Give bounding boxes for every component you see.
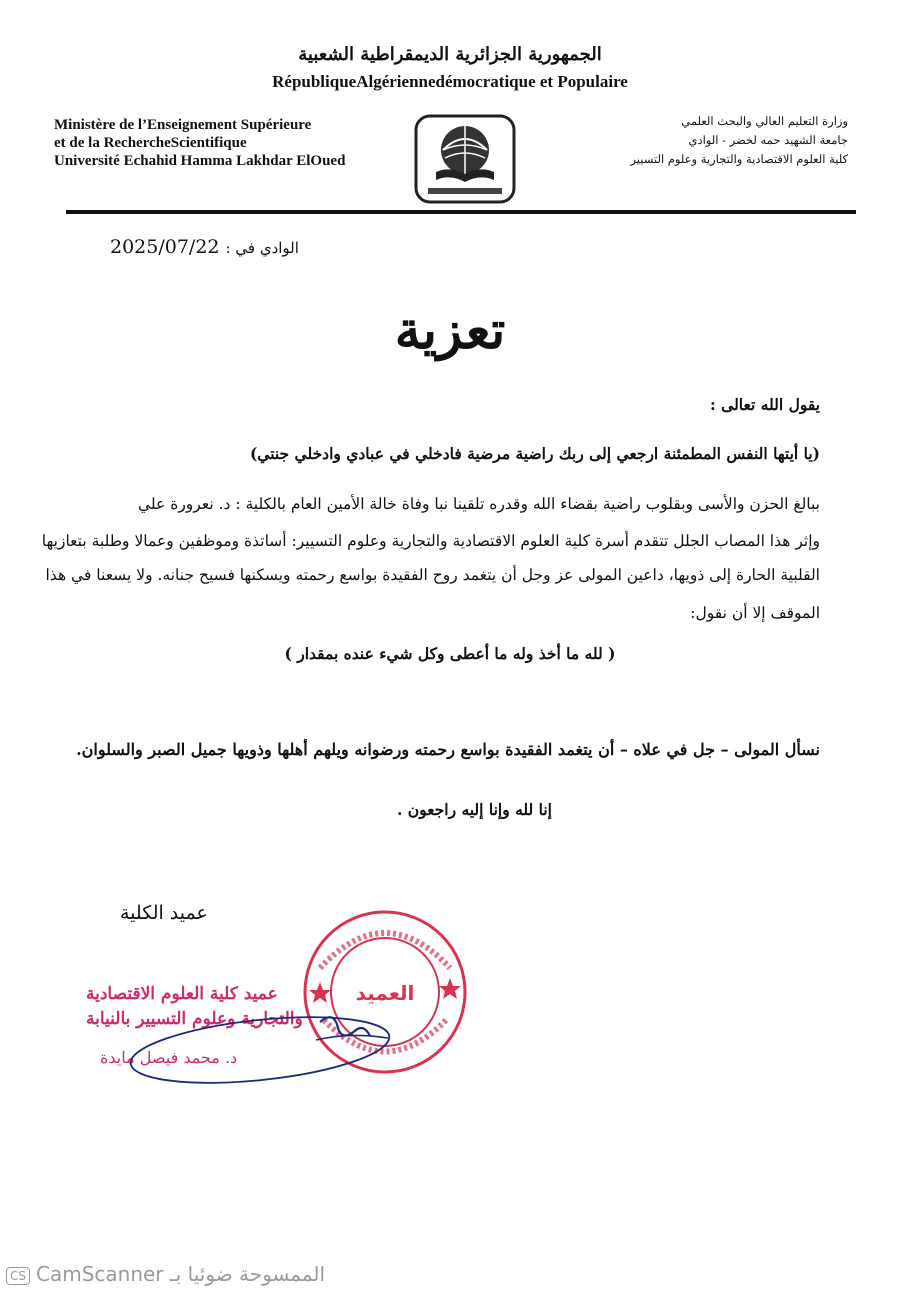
body-paragraph-line: ببالغ الحزن والأسى وبقلوب راضية بقضاء الله وقدره تلقينا نبا وفاة خالة الأمين العام بالكلية : د. نعرورة علي — [137, 495, 820, 513]
condolence-quote: ( لله ما أخذ وله ما أعطى وكل شيء عنده بمقدار ) — [284, 644, 616, 663]
signatory-title: عميد الكلية — [120, 902, 208, 924]
body-paragraph-line: الموقف إلا أن نقول: — [690, 604, 820, 622]
date-line — [110, 236, 299, 258]
stamp-line: والتجارية وعلوم التسيير بالنيابة — [86, 1009, 303, 1029]
dean-name: د. محمد فيصل مايدة — [100, 1048, 238, 1067]
handwritten-signature — [120, 1000, 400, 1090]
body-paragraph-line: وإثر هذا المصاب الجلل تتقدم أسرة كلية العلوم الاقتصادية والتجارية وعلوم التسيير: أساتذة وموظفين وعمالا وطلبة بتعازيها — [41, 532, 820, 550]
university-line: Université Echahid Hamma Lakhdar ElOued — [54, 153, 346, 169]
scanner-watermark — [6, 1262, 325, 1286]
ministry-line: et de la RechercheScientifique — [54, 135, 247, 151]
ministry-line: Ministère de l’Enseignement Supérieure — [54, 117, 312, 133]
faculty-line-ar: كلية العلوم الاقتصادية والتجارية وعلوم التسيير — [630, 152, 848, 166]
university-logo — [414, 114, 516, 204]
university-line-ar: جامعة الشهيد حمه لخضر - الوادي — [688, 133, 848, 147]
date-value: 2025/07/22 — [110, 236, 220, 258]
date-label: الوادي في : — [225, 239, 299, 257]
ministry-block-french — [54, 116, 414, 170]
republic-title-arabic: الجمهورية الجزائرية الديمقراطية الشعبية — [298, 44, 602, 65]
ministry-block-arabic — [548, 112, 848, 169]
quran-verse: (يا أيتها النفس المطمئنة ارجعي إلى ربك راضية مرضية فادخلي في عبادي وادخلي جنتي) — [249, 444, 820, 463]
header-divider — [66, 210, 856, 214]
verse-intro: يقول الله تعالى : — [710, 395, 820, 414]
ministry-line-ar: وزارة التعليم العالي والبحث العلمي — [681, 114, 848, 128]
body-paragraph-line: القلبية الحارة إلى ذويها، داعين المولى عز وجل أن يتغمد روح الفقيدة بواسع رحمته ويسكنها فسيح جنانه. ولا يسعنا في هذا — [45, 566, 820, 584]
scanner-logo-icon: CS — [6, 1267, 30, 1285]
document-title: تعزية — [394, 300, 506, 361]
seal-center-text: العميد — [355, 981, 415, 1005]
closing-line: إنا لله وإنا إليه راجعون . — [397, 800, 552, 819]
stamp-line: عميد كلية العلوم الاقتصادية — [86, 984, 278, 1004]
prayer-line: نسأل المولى – جل في علاه – أن يتغمد الفقيدة بواسع رحمته ورضوانه ويلهم أهلها وذويها جميل الصبر والسلوان. — [76, 740, 820, 759]
scanner-text: CamScanner الممسوحة ضوئيا بـ — [36, 1262, 326, 1286]
republic-title-french: RépubliqueAlgériennedémocratique et Populaire — [272, 72, 628, 91]
